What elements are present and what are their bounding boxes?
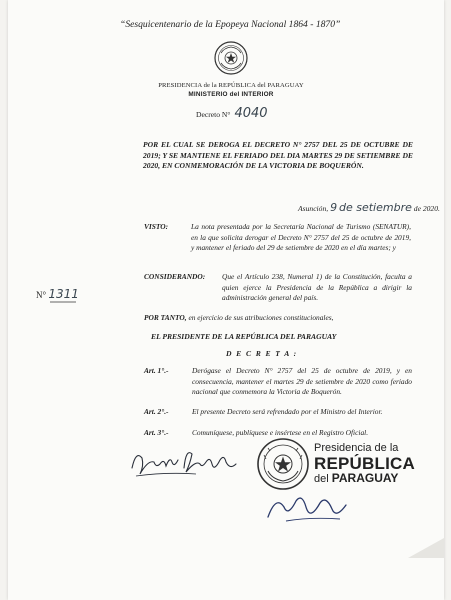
article-1-text: Derógase el Decreto N° 2757 del 25 de octubre de 2019, y en consecuencia, mantener el martes 29 de setiembre de 2020 como feriado nacional que conmemora la Victoria de Boquerón. [192,366,412,397]
article-3-text: Comuníquese, publíquese e insértese en el Registro Oficial. [192,428,369,437]
side-note-number: 1311 [48,287,79,301]
por-tanto-text: en ejercicio de sus atribuciones constitucionales, [188,313,334,322]
motto: “Sesquicentenario de la Epopeya Nacional 1864 - 1870” [120,19,341,30]
underline-stroke-icon [50,299,76,305]
article-2-heading: Art. 2°.- [144,407,169,416]
handwritten-signature [126,438,246,488]
presidency-brand [314,442,415,486]
article-3-heading: Art. 3°.- [144,428,169,437]
ministry-heading: MINISTERIO del INTERIOR [188,91,274,98]
brand-line-3-prefix: del [314,473,329,485]
page-corner-shadow [408,538,444,558]
por-tanto [144,313,333,324]
decree-number-handwritten: 4040 [234,106,268,121]
presidency-seal-icon [256,437,310,491]
document-page [8,0,444,600]
visto-text: La nota presentada por la Secretaría Nacional de Turismo (SENATUR), en la que solicita derogar el Decreto N° 2757 del 25 de octubre de 2019, y mantener el feriado del 29 de setiembre de 2020 en el día martes; y [191,222,411,253]
considerando-text: Que el Artículo 238, Numeral 1) de la Constitución, faculta a quien ejerce la Presidencia de la República a dirigir la administración general del país. [222,272,412,303]
brand-line-3-bold: PARAGUAY [331,471,399,485]
decreta-heading: D E C R E T A : [226,349,298,358]
considerando-heading: CONSIDERANDO: [144,272,206,281]
visto-heading: VISTO: [144,222,169,231]
presidency-heading: PRESIDENCIA de la REPÚBLICA del PARAGUAY [158,82,304,89]
por-tanto-heading: POR TANTO, [144,313,187,322]
date-month: de setiembre [338,201,412,214]
brand-line-1: Presidencia de la [314,442,399,454]
date-year: de 2020. [413,204,440,213]
date-line [298,201,440,214]
date-day: 9 [330,201,338,214]
ink-initials-mark [266,487,356,527]
decree-number [196,106,268,121]
brand-line-3 [314,472,415,486]
decree-label: Decreto N° [196,110,231,119]
article-1-heading: Art. 1°.- [144,366,169,375]
president-heading: EL PRESIDENTE DE LA REPÚBLICA DEL PARAGUAY [151,332,337,341]
national-seal-icon [214,41,248,75]
side-note-label: N° [36,290,47,300]
article-2-text: El presente Decreto será refrendado por el Ministro del Interior. [192,407,383,416]
date-place: Asunción, [298,204,329,213]
brand-line-2: REPÚBLICA [314,454,415,473]
decree-title: POR EL CUAL SE DEROGA EL DECRETO N° 2757 DEL 25 DE OCTUBRE DE 2019; Y SE MANTIENE EL FERIADO DEL DIA MARTES 29 DE SETIEMBRE DE 2020, EN CONMEMORACIÓN DE LA VICTORIA DE BOQUERÓN. [143,140,413,170]
side-registration-note [36,287,79,301]
